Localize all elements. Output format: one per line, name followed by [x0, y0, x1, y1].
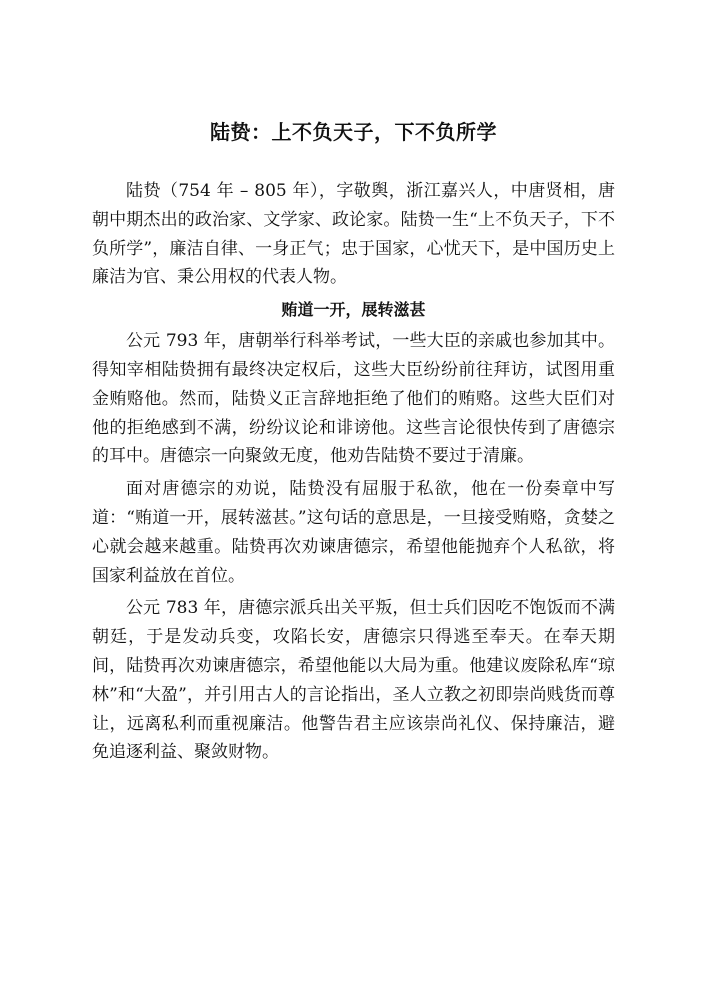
body-paragraph: 公元 793 年，唐朝举行科举考试，一些大臣的亲戚也参加其中。得知宰相陆贽拥有最终决定权后，这些大臣纷纷前往拜访，试图用重金贿赂他。然而，陆贽义正言辞地拒绝了他们的贿赂。这些大臣们对他的拒绝感到不满，纷纷议论和诽谤他。这些言论很快传到了唐德宗的耳中。唐德宗一向聚敛无度，他劝告陆贽不要过于清廉。 [92, 331, 615, 467]
document-body [92, 177, 615, 767]
body-paragraph: 面对唐德宗的劝说，陆贽没有屈服于私欲，他在一份奏章中写道：“贿道一开，展转滋甚。”这句话的意思是，一旦接受贿赂，贪婪之心就会越来越重。陆贽再次劝谏唐德宗，希望他能抛弃个人私欲，将国家利益放在首位。 [92, 479, 615, 586]
section-heading: 贿道一开，展转滋甚 [281, 300, 426, 320]
intro-paragraph: 陆贽（754 年 – 805 年），字敬舆，浙江嘉兴人，中唐贤相，唐朝中期杰出的政治家、文学家、政论家。陆贽一生“上不负天子，下不负所学”，廉洁自律、一身正气；忠于国家，心忧天下，是中国历史上廉洁为官、秉公用权的代表人物。 [92, 181, 615, 288]
body-paragraph: 公元 783 年，唐德宗派兵出关平叛，但士兵们因吃不饱饭而不满朝廷，于是发动兵变，攻陷长安，唐德宗只得逃至奉天。在奉天期间，陆贽再次劝谏唐德宗，希望他能以大局为重。他建议废除私库“琼林”和“大盈”，并引用古人的言论指出，圣人立教之初即崇尚贱货而尊让，远离私利而重视廉洁。他警告君主应该崇尚礼仪、保持廉洁，避免追逐利益、聚敛财物。 [92, 598, 615, 763]
document-title: 陆贽：上不负天子，下不负所学 [210, 120, 497, 144]
